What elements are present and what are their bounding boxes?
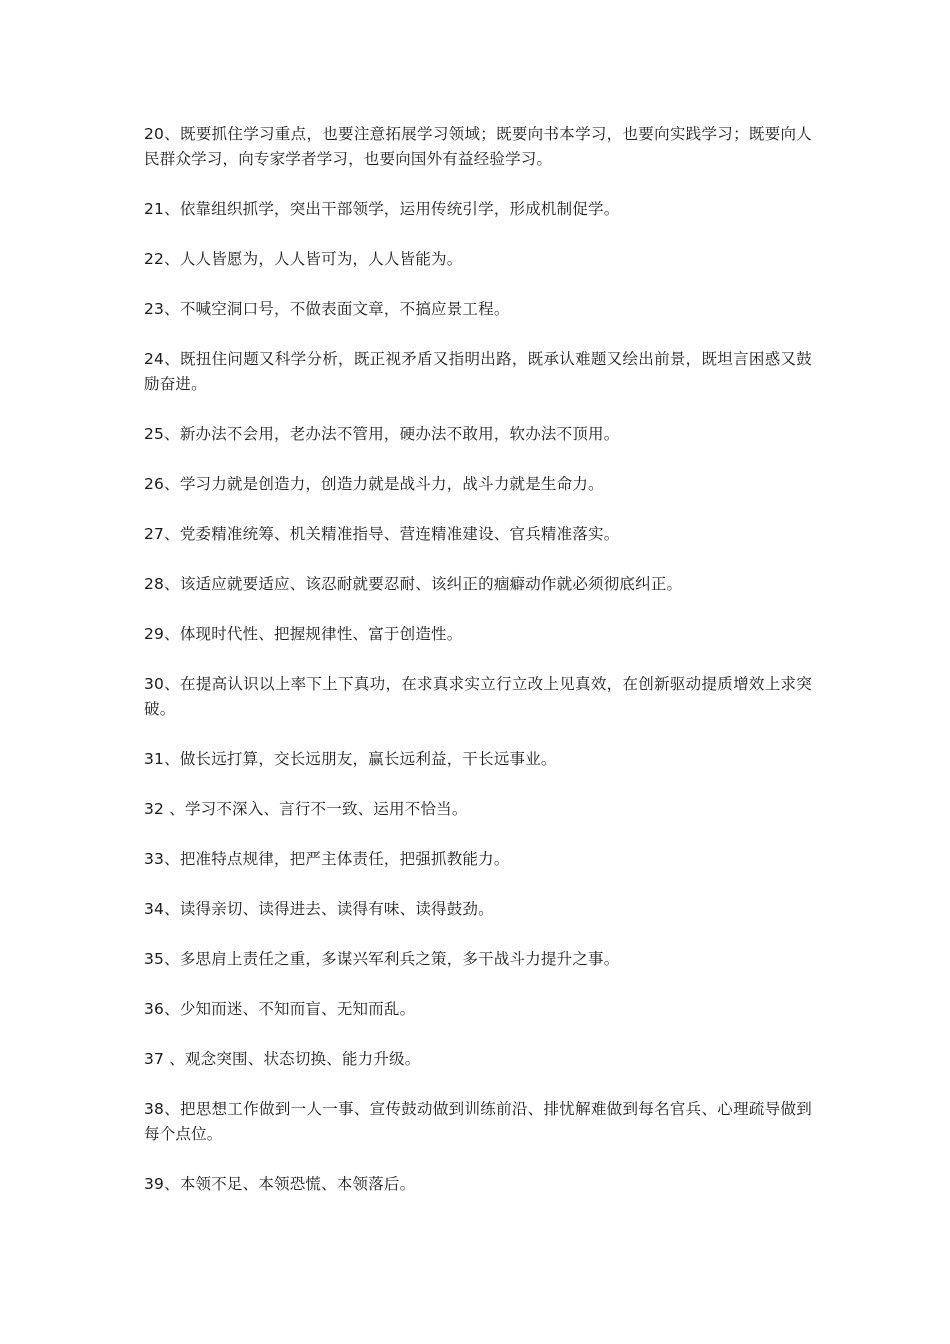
- list-item: 23、不喊空洞口号，不做表面文章，不搞应景工程。: [144, 300, 510, 318]
- list-item: 21、依靠组织抓学，突出干部领学，运用传统引学，形成机制促学。: [144, 200, 620, 218]
- list-item: 34、读得亲切、读得进去、读得有味、读得鼓劲。: [144, 900, 494, 918]
- list-item: 26、学习力就是创造力，创造力就是战斗力，战斗力就是生命力。: [144, 475, 604, 493]
- list-item: 33、把准特点规律，把严主体责任，把强抓教能力。: [144, 850, 510, 868]
- list-item: 27、党委精准统筹、机关精准指导、营连精准建设、官兵精准落实。: [144, 525, 620, 543]
- list-item: 37 、观念突围、状态切换、能力升级。: [144, 1050, 421, 1068]
- list-item: 24、既扭住问题又科学分析，既正视矛盾又指明出路，既承认难题又绘出前景，既坦言困惑又鼓励奋进。: [144, 350, 812, 393]
- list-item: 39、本领不足、本领恐慌、本领落后。: [144, 1175, 416, 1193]
- list-item: 25、新办法不会用，老办法不管用，硬办法不敢用，软办法不顶用。: [144, 425, 620, 443]
- list-item: 20、既要抓住学习重点，也要注意拓展学习领域；既要向书本学习，也要向实践学习；既要向人民群众学习，向专家学者学习，也要向国外有益经验学习。: [144, 125, 812, 168]
- list-item: 29、体现时代性、把握规律性、富于创造性。: [144, 625, 463, 643]
- list-item: 28、该适应就要适应、该忍耐就要忍耐、该纠正的痼癖动作就必须彻底纠正。: [144, 575, 683, 593]
- list-item: 38、把思想工作做到一人一事、宣传鼓动做到训练前沿、排忧解难做到每名官兵、心理疏导做到每个点位。: [144, 1100, 812, 1143]
- list-item: 30、在提高认识以上率下上下真功，在求真求实立行立改上见真效，在创新驱动提质增效上求突破。: [144, 675, 812, 718]
- list-item: 35、多思肩上责任之重，多谋兴军利兵之策，多干战斗力提升之事。: [144, 950, 620, 968]
- list-item: 32 、学习不深入、言行不一致、运用不恰当。: [144, 800, 468, 818]
- list-item: 31、做长远打算，交长远朋友，赢长远利益，干长远事业。: [144, 750, 557, 768]
- list-item: 22、人人皆愿为，人人皆可为，人人皆能为。: [144, 250, 463, 268]
- document-body: [144, 122, 812, 1222]
- list-item: 36、少知而迷、不知而盲、无知而乱。: [144, 1000, 416, 1018]
